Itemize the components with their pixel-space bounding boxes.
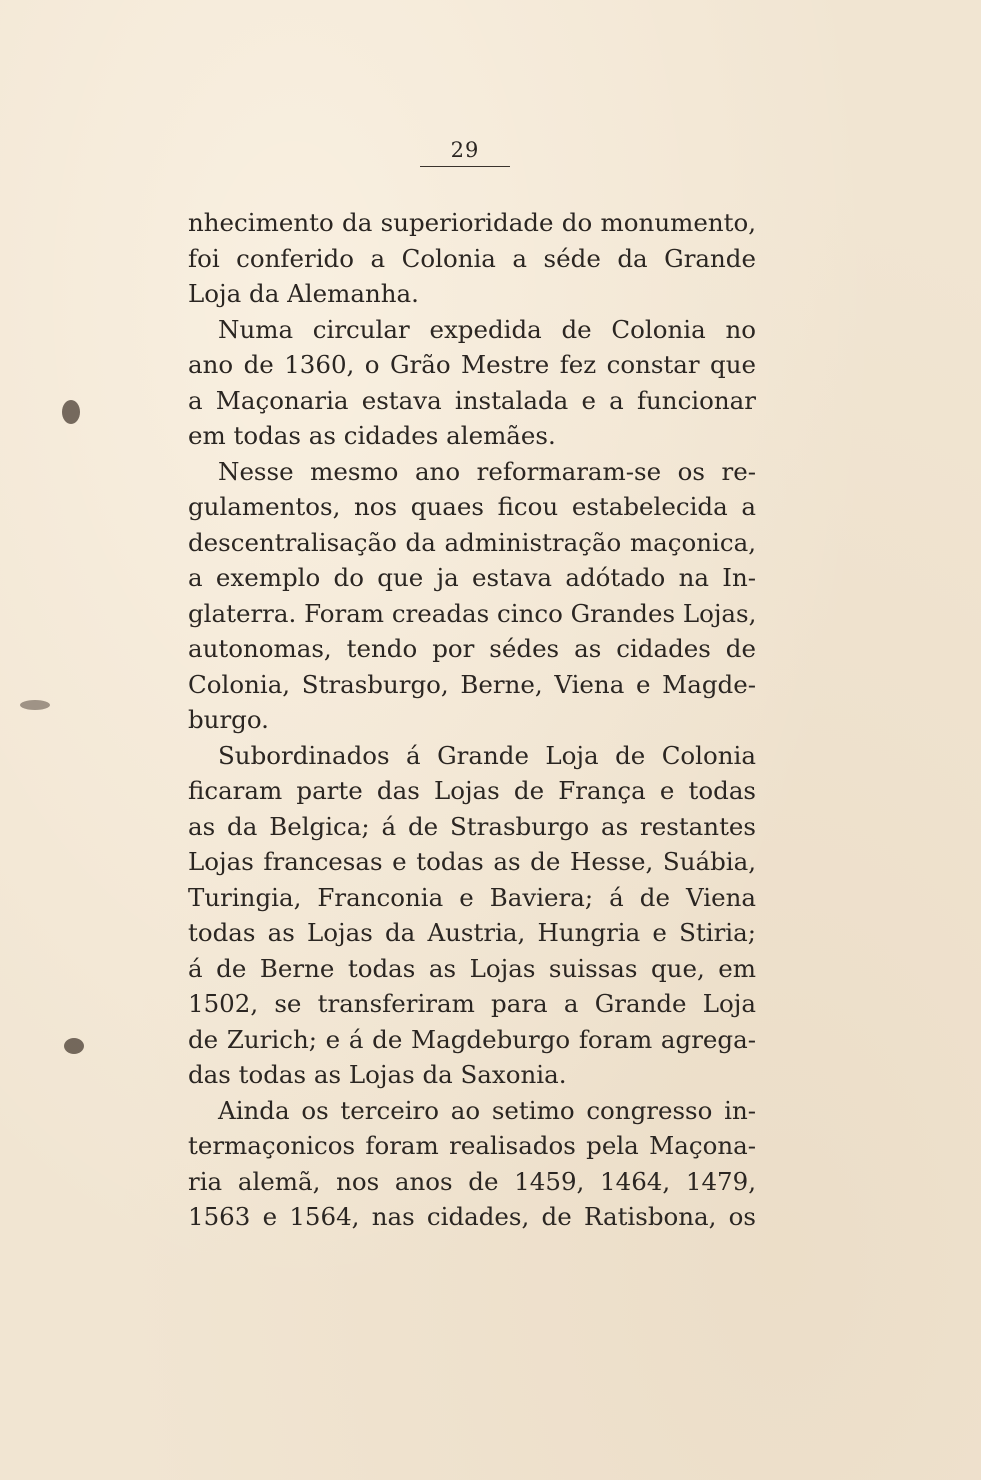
margin-blot xyxy=(64,1038,84,1054)
text-line: Nesse mesmo ano reformaram-se os re- xyxy=(218,456,756,486)
text-line: Turingia, Franconia e Baviera; á de Viena xyxy=(188,882,756,912)
text-line: nhecimento da superioridade do monumento, xyxy=(188,208,756,237)
page-number-rule xyxy=(420,166,510,167)
text-line: glaterra. Foram creadas cinco Grandes Lojas, xyxy=(188,598,757,628)
text-line: todas as Lojas da Austria, Hungria e Stiria; xyxy=(188,918,756,947)
text-line: ficaram parte das Lojas de França e todas xyxy=(188,776,756,805)
text-line: Ainda os terceiro ao setimo congresso in- xyxy=(218,1095,756,1125)
text-line: autonomas, tendo por sédes as cidades de xyxy=(188,634,756,663)
text-line: Colonia, Strasburgo, Berne, Viena e Magde- xyxy=(188,669,756,699)
text-line: ano de 1360, o Grão Mestre fez constar que xyxy=(188,350,756,379)
text-line: Lojas francesas e todas as de Hesse, Suábia, xyxy=(188,847,756,876)
text-line: 1563 e 1564, nas cidades, de Ratisbona, os xyxy=(188,1202,756,1231)
text-line: descentralisação da administração maçonica, xyxy=(188,527,756,557)
text-line: ria alemã, nos anos de 1459, 1464, 1479, xyxy=(188,1166,756,1196)
text-line: a exemplo do que ja estava adótado na In- xyxy=(188,563,756,592)
text-line: a Maçonaria estava instalada e a funcionar xyxy=(188,385,756,415)
text-line: burgo. xyxy=(188,705,269,734)
text-line: Numa circular expedida de Colonia no xyxy=(218,314,756,344)
margin-blot xyxy=(20,700,50,710)
text-line: de Zurich; e á de Magdeburgo foram agrega- xyxy=(188,1024,756,1054)
text-line: á de Berne todas as Lojas suissas que, em xyxy=(188,953,756,983)
page-number: 29 xyxy=(450,138,480,162)
margin-blot xyxy=(62,400,80,424)
text-line: 1502, se transferiram para a Grande Loja xyxy=(188,989,756,1018)
text-line: gulamentos, nos quaes ficou estabelecida a xyxy=(188,492,756,521)
text-line: das todas as Lojas da Saxonia. xyxy=(188,1060,567,1089)
text-line: em todas as cidades alemães. xyxy=(188,421,556,450)
text-line: foi conferido a Colonia a séde da Grande xyxy=(188,243,756,273)
text-line: Loja da Alemanha. xyxy=(188,279,419,308)
body-text xyxy=(188,205,756,1235)
text-line: Subordinados á Grande Loja de Colonia xyxy=(218,740,756,770)
text-line: as da Belgica; á de Strasburgo as restantes xyxy=(188,811,756,841)
text-line: termaçonicos foram realisados pela Maçona- xyxy=(188,1131,756,1160)
